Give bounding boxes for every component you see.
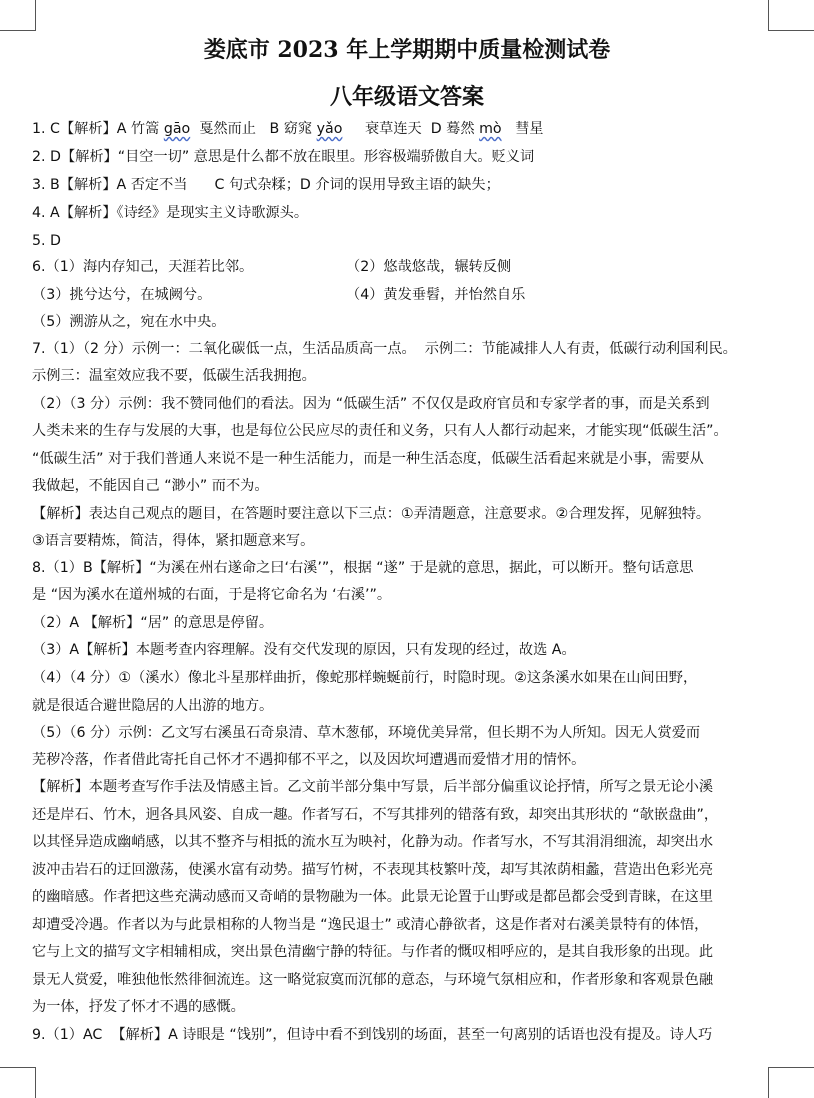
answer-q7-line: 我做起，不能因自己 “渺小” 而不为。 — [32, 478, 269, 494]
answer-q8-line: （2）A 【解析】“居” 的意思是停留。 — [32, 615, 274, 631]
answer-q6-row1 — [32, 258, 512, 276]
answer-q8-line: （5）（6 分）示例：乙文写右溪虽石奇泉清、草木葱郁，环境优美异常，但长期不为人所知。因无人赏爱而 — [32, 725, 701, 741]
answer-q1-text: 1. C【解析】A 竹篙 — [32, 121, 164, 137]
answer-q8-line: 景无人赏爱，唯独他怅然徘徊流连。这一略觉寂寞而沉郁的意态，与环境气氛相应和，作者形象和客观景色融 — [32, 972, 714, 988]
answer-q8-line: 以其怪异造成幽峭感，以其不整齐与相抵的流水互为映衬，化静为动。作者写水，不写其涓涓细流，却突出水 — [32, 834, 714, 850]
crop-mark-bottom-left — [0, 1067, 36, 1098]
crop-mark-top-left — [0, 0, 36, 31]
answer-q6-2: （2）悠哉悠哉，辗转反侧 — [346, 259, 512, 275]
answer-q7-line: ③语言要精炼，简洁，得体，紧扣题意来写。 — [32, 533, 315, 549]
answer-q8-line: 就是很适合避世隐居的人出游的地方。 — [32, 698, 274, 714]
answer-q5: 5. D — [32, 233, 61, 249]
pinyin-yao: yǎo — [316, 121, 343, 137]
answer-q8-line: 8.（1）B【解析】“为溪在州右遂命之曰‘右溪’”，根据 “遂” 于是就的意思，据此，可以断开。整句话意思 — [32, 560, 694, 576]
answer-q8-line: 波冲击岩石的迂回激荡，使溪水富有动势。描写竹树，不表现其枝繁叶茂，却写其浓荫相蠡，营造出色彩光亮 — [32, 862, 714, 878]
pinyin-mo: mò — [479, 121, 502, 137]
answer-q8-line: 【解析】本题考查写作手法及情感主旨。乙文前半部分集中写景，后半部分偏重议论抒情，所写之景无论小溪 — [32, 779, 714, 795]
answer-q7-line: 【解析】表达自己观点的题目，在答题时要注意以下三点：①弄清题意，注意要求。②合理发挥，见解独特。 — [32, 506, 711, 522]
answer-q7-line: 人类未来的生存与发展的大事，也是每位公民应尽的责任和义务，只有人人都行动起来，才能实现“低碳生活”。 — [32, 423, 728, 439]
answer-q3: 3. B【解析】A 否定不当 C 句式杂糅；D 介词的误用导致主语的缺失； — [32, 177, 500, 193]
answer-q8-line: 还是岸石、竹木，迥各具风姿、自成一趣。作者写石，不写其排列的错落有致，却突出其形状的 “欹嵌盘曲”， — [32, 807, 719, 823]
answer-q7-line: “低碳生活” 对于我们普通人来说不是一种生活能力，而是一种生活态度，低碳生活看起来就是小事，需要从 — [32, 451, 704, 467]
answer-q1-text: 彗星 — [501, 121, 544, 137]
answer-q8-line: 它与上文的描写文字相辅相成，突出景色清幽宁静的特征。与作者的慨叹相呼应的，是其自我形象的出现。此 — [32, 944, 714, 960]
answer-q1-text: 戛然而止 B 窈窕 — [190, 121, 317, 137]
answer-q8-line: 是 “因为溪水在道州城的右面，于是将它命名为 ‘右溪’”。 — [32, 587, 392, 603]
answer-q6-3: （3）挑兮达兮，在城阙兮。 — [32, 287, 212, 303]
crop-mark-bottom-right — [768, 1067, 814, 1098]
pinyin-gao: gāo — [163, 121, 191, 137]
answer-q8-line: （4）（4 分）①（溪水）像北斗星那样曲折，像蛇那样蜿蜒前行，时隐时现。②这条溪水如果在山间田野， — [32, 670, 698, 686]
answer-q8-line: 的幽暗感。作者把这些充满动感而又奇峭的景物融为一体。此景无论置于山野或是都邑都会受到青睐，在这里 — [32, 889, 714, 905]
crop-mark-top-right — [768, 0, 814, 31]
answer-q7-line: 示例三：温室效应我不要，低碳生活我拥抱。 — [32, 368, 316, 384]
answer-q6-row2 — [32, 286, 526, 304]
answer-q1-text: 衰草连天 D 蓦然 — [342, 121, 480, 137]
answer-q6-4: （4）黄发垂髫，并怡然自乐 — [346, 287, 526, 303]
answer-q9-line: 9.（1）AC 【解析】A 诗眼是 “饯别”，但诗中看不到饯别的场面，甚至一句离别的话语也没有提及。诗人巧 — [32, 1027, 713, 1043]
answer-q6-5: （5）溯游从之，宛在水中央。 — [32, 314, 226, 330]
exam-title: 娄底市 2023 年上学期期中质量检测试卷 — [203, 37, 611, 63]
answer-q2: 2. D【解析】“目空一切” 意思是什么都不放在眼里。形容极端骄傲自大。贬义词 — [32, 149, 535, 165]
answer-q8-line: （3）A【解析】本题考查内容理解。没有交代发现的原因，只有发现的经过，故选 A。 — [32, 642, 576, 658]
answer-q7-line: 7.（1）（2 分）示例一：二氧化碳低一点，生活品质高一点。 示例二：节能减排人人有责，低碳行动利国利民。 — [32, 341, 737, 357]
answer-q8-line: 芜秽冷落，作者借此寄托自己怀才不遇抑郁不平之，以及因坎坷遭遇而爱惜才用的情怀。 — [32, 752, 586, 768]
answer-q1 — [32, 120, 543, 138]
exam-subtitle: 八年级语文答案 — [329, 84, 484, 110]
answer-q7-line: （2）（3 分）示例：我不赞同他们的看法。因为 “低碳生活” 不仅仅是政府官员和专家学者的事，而是关系到 — [32, 396, 710, 412]
answer-q4: 4. A【解析】《诗经》是现实主义诗歌源头。 — [32, 205, 309, 221]
answer-q8-line: 为一体，抒发了怀才不遇的感慨。 — [32, 999, 245, 1015]
answer-q6-1: 6.（1）海内存知己，天涯若比邻。 — [32, 259, 254, 275]
answer-q8-line: 却遭受冷遇。作者以为与此景相称的人物当是 “逸民退士” 或清心静欲者，这是作者对右溪美景特有的体悟， — [32, 917, 709, 933]
